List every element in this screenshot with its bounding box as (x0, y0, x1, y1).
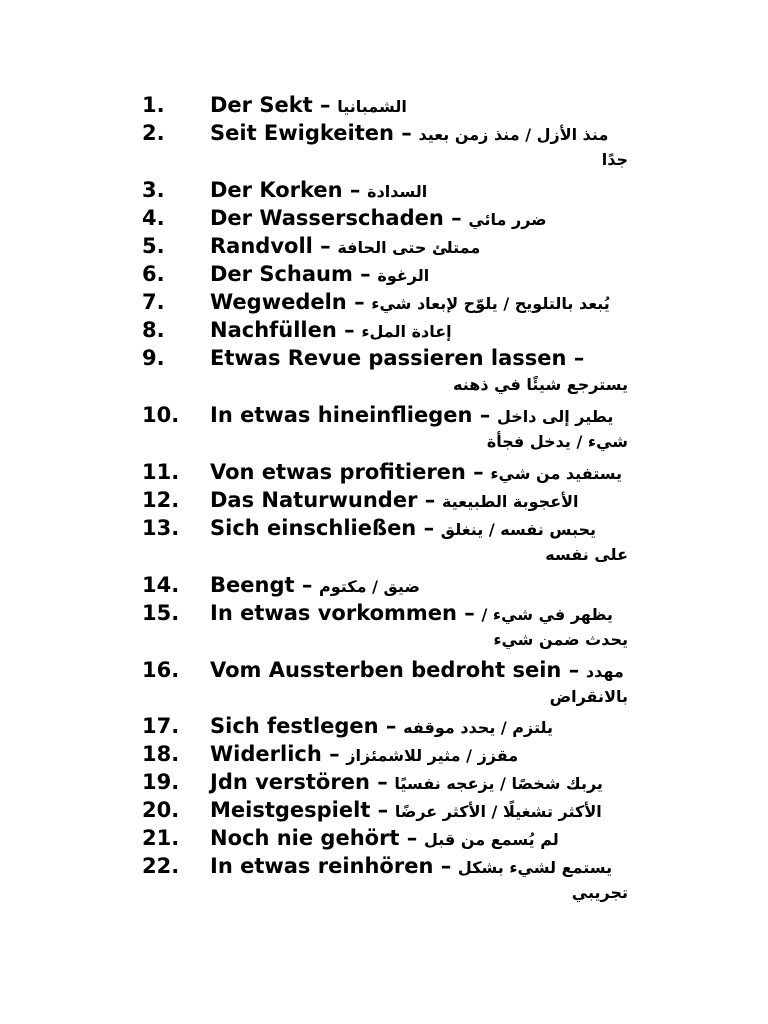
entry-number: 1. (142, 93, 165, 117)
german-term: Von etwas profitieren – (210, 460, 484, 484)
arabic-translation: يطير إلى داخل (496, 407, 614, 426)
german-term: Sich einschließen – (210, 516, 435, 540)
entry-line (210, 713, 668, 741)
entry-number: 5. (142, 234, 165, 258)
entry-line (210, 487, 668, 515)
arabic-translation: مقزز / مثير للاشمئزاز (346, 746, 519, 765)
arabic-translation: السدادة (367, 182, 428, 201)
arabic-translation: الشمبانيا (337, 97, 407, 116)
entry-number: 11. (142, 460, 180, 484)
entry-line (210, 459, 668, 487)
arabic-translation: الأكثر تشغيلًا / الأكثر عرضًا (394, 802, 602, 821)
german-term: Das Naturwunder – (210, 488, 436, 512)
german-term: Der Schaum – (210, 262, 371, 286)
german-term: In etwas reinhören – (210, 854, 452, 878)
entry-number: 17. (142, 714, 180, 738)
german-term: In etwas hineinfliegen – (210, 403, 491, 427)
arabic-translation-continued: جدًا (601, 150, 628, 169)
entry-line (210, 177, 668, 205)
entry-line (210, 233, 668, 261)
entry-number: 16. (142, 658, 180, 682)
german-term: Widerlich – (210, 742, 340, 766)
entry-line (210, 92, 668, 120)
arabic-translation-continued: بالانقراض (549, 687, 628, 706)
german-term: Noch nie gehört – (210, 826, 418, 850)
entry-number: 6. (142, 262, 165, 286)
entry-line (210, 797, 668, 825)
arabic-translation: يُبعد بالتلويح / يلوّح لإبعاد شيء (371, 294, 610, 313)
entry-number: 9. (142, 346, 165, 370)
entry-number: 2. (142, 121, 165, 145)
german-term: Beengt – (210, 573, 313, 597)
arabic-translation: مهدد (585, 662, 624, 681)
arabic-translation-continued: على نفسه (545, 545, 628, 564)
entry-number: 18. (142, 742, 180, 766)
entry-number: 19. (142, 770, 180, 794)
arabic-translation-continued: يسترجع شيئًا في ذهنه (453, 375, 628, 394)
arabic-translation-continued: تجريبي (571, 883, 628, 902)
german-term: Wegwedeln – (210, 290, 365, 314)
german-term: Der Wasserschaden – (210, 206, 462, 230)
arabic-translation: يستمع لشيء بشكل (457, 858, 613, 877)
german-term: Vom Aussterben bedroht sein – (210, 658, 580, 682)
entry-line (210, 825, 668, 853)
entry-line (210, 853, 668, 881)
entry-number: 12. (142, 488, 180, 512)
entry-line (210, 317, 668, 345)
arabic-translation: منذ الأزل / منذ زمن بعيد (418, 125, 609, 144)
arabic-translation: ضيق / مكتوم (319, 577, 420, 596)
arabic-translation-continued: يحدث ضمن شيء (493, 630, 628, 649)
arabic-translation: إعادة الملء (361, 322, 452, 341)
entry-number: 7. (142, 290, 165, 314)
entry-number: 14. (142, 573, 180, 597)
entry-line (210, 769, 668, 797)
arabic-translation: يحبس نفسه / ينغلق (440, 520, 597, 539)
arabic-translation: لم يُسمع من قبل (423, 830, 559, 849)
arabic-translation: يلتزم / يحدد موقفه (403, 718, 554, 737)
entry-number: 20. (142, 798, 180, 822)
entry-line (210, 205, 668, 233)
entry-line (210, 120, 668, 148)
german-term: Nachfüllen – (210, 318, 355, 342)
german-term: Der Korken – (210, 178, 361, 202)
arabic-translation: يظهر في شيء / (481, 605, 613, 624)
entry-number: 21. (142, 826, 180, 850)
german-term: Sich festlegen – (210, 714, 397, 738)
german-term: Jdn verstören – (210, 770, 388, 794)
entry-number: 4. (142, 206, 165, 230)
entry-line (210, 600, 668, 628)
arabic-translation: ضرر مائي (468, 210, 547, 229)
entry-line (210, 261, 668, 289)
german-term: In etwas vorkommen – (210, 601, 475, 625)
german-term: Etwas Revue passieren lassen – (210, 346, 585, 370)
entry-number: 10. (142, 403, 180, 427)
arabic-translation: الأعجوبة الطبيعية (441, 492, 579, 511)
entry-line (210, 572, 668, 600)
german-term: Meistgespielt – (210, 798, 389, 822)
entry-number: 15. (142, 601, 180, 625)
entry-number: 8. (142, 318, 165, 342)
entry-number: 3. (142, 178, 165, 202)
entry-line (210, 741, 668, 769)
entry-line (210, 402, 668, 430)
entry-line (210, 345, 668, 373)
german-term: Seit Ewigkeiten – (210, 121, 412, 145)
arabic-translation-continued: شيء / يدخل فجأة (486, 432, 628, 451)
entry-number: 22. (142, 854, 180, 878)
arabic-translation: يستفيد من شيء (490, 464, 623, 483)
arabic-translation: ممتلئ حتى الحافة (337, 238, 481, 257)
arabic-translation: الرغوة (377, 266, 430, 285)
entry-line (210, 289, 668, 317)
entry-line (210, 657, 668, 685)
german-term: Randvoll – (210, 234, 331, 258)
german-term: Der Sekt – (210, 93, 331, 117)
entry-number: 13. (142, 516, 180, 540)
entry-line (210, 515, 668, 543)
arabic-translation: يربك شخصًا / يزعجه نفسيًا (394, 774, 603, 793)
